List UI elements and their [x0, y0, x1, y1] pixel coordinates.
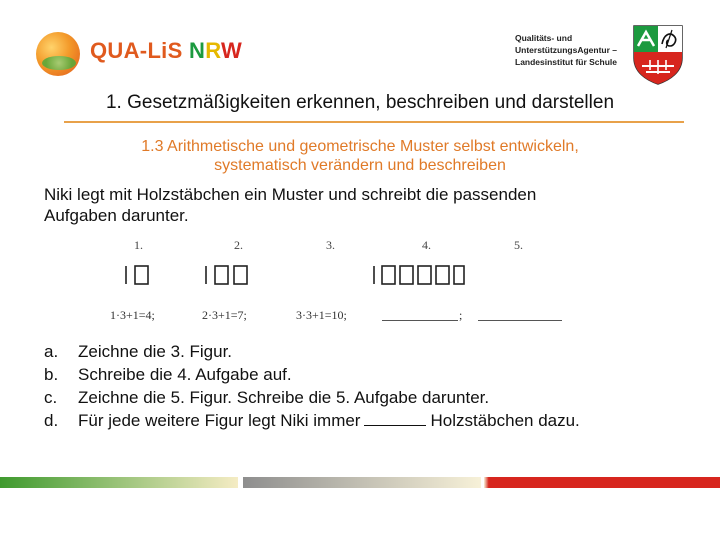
institution-line: Qualitäts- und — [515, 33, 573, 43]
task-list — [44, 340, 704, 432]
equation-4-blank — [382, 320, 458, 321]
subtitle-line: 1.3 Arithmetische und geometrische Muster selbst entwickeln, — [141, 138, 579, 155]
task-text-before: Für jede weitere Figur legt Niki immer — [78, 411, 361, 430]
intro-line: Niki legt mit Holzstäbchen ein Muster und schreibt die passenden — [44, 185, 537, 204]
task-text: Zeichne die 3. Figur. — [78, 342, 233, 361]
equation-3: 3·3+1=10; — [296, 308, 347, 322]
task-item — [44, 386, 704, 409]
footer-color-stripe — [0, 477, 720, 488]
figure-number: 1. — [134, 238, 143, 252]
answer-blank[interactable] — [364, 409, 426, 426]
task-text — [78, 409, 580, 432]
qualis-circle-logo-icon — [36, 32, 80, 76]
figure-2-squares — [206, 266, 247, 284]
task-text: Schreibe die 4. Aufgabe auf. — [78, 365, 292, 384]
figure-number: 3. — [326, 238, 335, 252]
equation-1: 1·3+1=4; — [110, 308, 155, 322]
task-text-after: Holzstäbchen dazu. — [430, 411, 580, 430]
task-text: Zeichne die 5. Figur. Schreibe die 5. Aufgabe darunter. — [78, 388, 490, 407]
institution-line: UnterstützungsAgentur – — [515, 45, 617, 55]
intro-line: Aufgaben darunter. — [44, 206, 189, 225]
figure-number: 2. — [234, 238, 243, 252]
task-letter: b. — [44, 365, 59, 384]
equation-2: 2·3+1=7; — [202, 308, 247, 322]
qua-lis-institution-text — [515, 32, 635, 68]
nrw-coat-of-arms-icon — [630, 22, 686, 86]
task-intro — [44, 184, 684, 226]
institution-line: Landesinstitut für Schule — [515, 57, 618, 67]
qualis-wordmark: QUA-LiS NRW — [90, 38, 243, 63]
blank-separator: ; — [459, 308, 463, 322]
figure-1-squares — [126, 266, 148, 284]
subtitle-line: systematisch verändern und beschreiben — [214, 157, 506, 174]
task-letter: a. — [44, 342, 59, 361]
page-title: 1. Gesetzmäßigkeiten erkennen, beschreiben und darstellen — [105, 92, 615, 113]
task-item — [44, 340, 704, 363]
figure-number: 4. — [422, 238, 431, 252]
task-letter: d. — [44, 411, 59, 430]
figure-4-squares — [374, 266, 464, 284]
task-item — [44, 363, 704, 386]
matchstick-drawings — [110, 258, 580, 298]
qualis-nrw-logo — [36, 28, 256, 78]
figure-number: 5. — [514, 238, 523, 252]
section-subtitle — [40, 137, 680, 175]
equation-5-blank — [478, 320, 562, 321]
title-divider — [64, 121, 684, 123]
task-item — [44, 409, 704, 432]
task-letter: c. — [44, 388, 58, 407]
matchstick-pattern-figure — [110, 238, 580, 328]
